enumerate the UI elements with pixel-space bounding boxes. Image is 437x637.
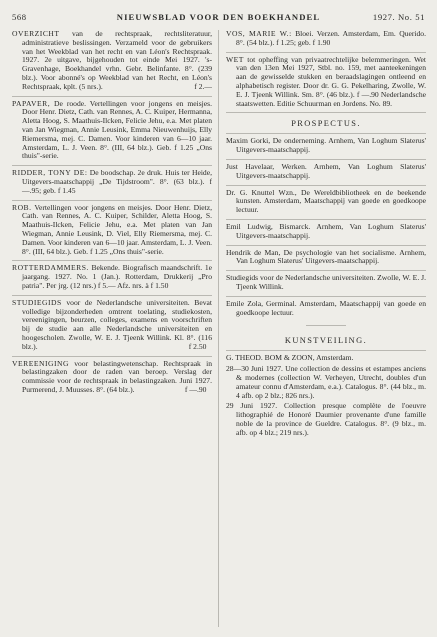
entry-heading: ROB. — [12, 202, 32, 212]
entry-text: voor de Nederlandsche universiteiten. Bevat volledige bijzonderheden omtrent toelating, studiekosten, vereenigingen, beurzen, colleges, examens en voorschriften bij de studie aan alle Nederlandsche universiteiten en hoogescholen. Zwolle, W. E. J. Tjeenk Willink. Kl. 8°. (116 blz.). — [22, 297, 212, 351]
entry-rule — [226, 52, 426, 53]
entry-rule — [12, 165, 212, 166]
list-item: Emile Zola, Germinal. Amsterdam, Maatschappij van goede en goedkoope lectuur. — [226, 298, 426, 317]
entry-rule — [12, 96, 212, 97]
catalog-entry — [12, 169, 212, 197]
entry-rule — [12, 356, 212, 357]
left-column — [12, 30, 212, 630]
entry-price: f 2.50 — [188, 341, 207, 351]
entry-text: voor belastingwetenschap. Rechtspraak in belastingzaken door de raden van beroep. Verslag der commissie voor de rechtspraak in belastingzaken. Juni 1927. Purmerend, J. Muusses. 8°. (64 blz.). — [22, 358, 212, 394]
auction-heading: KUNSTVEILING. — [284, 336, 368, 346]
short-rule — [306, 325, 346, 326]
prospectus-heading: PROSPECTUS. — [291, 119, 361, 129]
entry-price: f —.90 — [184, 384, 207, 394]
list-item: Hendrik de Man, De psychologie van het socialisme. Arnhem, Van Loghum Slaterus' Uitgevers-maatschappij. — [226, 247, 426, 266]
catalog-entry — [226, 30, 426, 50]
entry-rule — [226, 270, 426, 271]
entry-text: Vertellingen voor jongens en meisjes. Door Henr. Dietz, Cath. van Rennes, A. C. Kuiper, Schilder, Aletta Hoog, S. Maathuis-Ilcken, Felicie Jehu, e.a. Met platen van Jan Wiegman, Annie Leusink, D. Viel, Elly Riemersma, mej. C. Damen. Voor kinderen van 6—10 jaar. Amsterdam, L. J. Veen. 8°. (III, 64 blz.). Geb. f 1.25 „Ons thuis"-serie. — [22, 202, 212, 256]
catalog-entry — [12, 360, 212, 397]
page-number: 568 — [12, 12, 27, 22]
entry-text: van de rechtspraak, rechtsliteratuur, administratieve beslissingen. Verzameld voor de gebruikers van het Weekblad van het recht en van Léon's Rechtspraak. 1927. 2e uitgave, bijgehouden tot einde Mei 1927. 's-Gravenhage, Boekhandel vrhn. Gebr. Belinfante. 8°. (239 blz.). Voor abonné's op Weekblad van het Recht, en Léon's Rechtspraak, kplt. (5 nrs.). — [22, 30, 212, 91]
entry-rule — [226, 219, 426, 220]
entry-heading: VOS, MARIE W.: — [226, 30, 292, 38]
list-item: 29 Juni 1927. Collection presque complète de l'oeuvre lithographié de Honoré Daumier provenante d'une famille noble de la province de Gueldre. Catalogus. 8°. (9 blz., m. afb. op 4 blz.; 219 nrs.). — [226, 401, 426, 437]
publication-title: NIEUWSBLAD VOOR DEN BOEKHANDEL — [116, 12, 321, 22]
entry-heading: STUDIEGIDS — [12, 297, 62, 307]
entry-heading: PAPAVER, — [12, 98, 51, 108]
entry-price: f 2.— — [194, 81, 212, 91]
entry-text: tot opheffing van privaatrechtelijke belemmeringen. Wet van den 13en Mei 1927, Stbl. no. 159, met aanteekeningen aan de gewisselde stukken en beraadslagingen ontleend en alphabetisch register. Door dr. G. G. Pekelharing, Zwolle, W. E. J. Tjeenk Willink. Sm. 8°. (46 blz.). f —.90 Nederlandsche staatswetten. Editie Schuurman en Jordens. No. 89. — [236, 54, 426, 108]
entry-rule — [226, 245, 426, 246]
entry-text: Bloei. Verzen. Amsterdam, Em. Querido. 8°. (54 blz.). f 1.25; geb. f 1.90 — [236, 30, 426, 47]
entry-heading: RIDDER, TONY DE: — [12, 168, 88, 178]
issue-number: 1927. No. 51 — [372, 12, 425, 22]
entry-rule — [226, 185, 426, 186]
catalog-entry — [226, 56, 426, 111]
entry-rule — [12, 200, 212, 201]
entry-heading: ROTTERDAMMERS. — [12, 263, 89, 273]
list-item: Maxim Gorki, De onderneming. Arnhem, Van Loghum Slaterus' Uitgevers-maatschappij. — [226, 136, 426, 155]
entry-heading: VEREENIGING — [12, 358, 69, 368]
list-item: Just Havelaar, Werken. Arnhem, Van Loghum Slaterus' Uitgevers-maatschappij. — [226, 161, 426, 180]
list-item: Dr. G. Knuttel Wzn., De Wereldbibliotheek en de beekende kunsten. Amsterdam, Maatschappij van goede en goedkoope lectuur. — [226, 187, 426, 215]
column-divider — [218, 30, 219, 627]
list-item: Emil Ludwig, Bismarck. Arnhem, Van Loghum Slaterus' Uitgevers-maatschappij. — [226, 221, 426, 240]
entry-text: Bekende. Biografisch maandschrift. 1e jaargang. 1927. No. 1 (Jan.). Rotterdam, Drukkerij „Pro patria". Per jrg. (12 nrs.) f 5.— Afz. nrs. à f 1.50 — [22, 263, 212, 290]
section-rule — [226, 133, 426, 134]
entry-rule — [12, 260, 212, 261]
list-item: Studiegids voor de Nederlandsche universiteiten. Zwolle, W. E. J. Tjeenk Willink. — [226, 273, 426, 291]
auction-house: G. THEOD. BOM & ZOON, Amsterdam. — [226, 353, 354, 363]
catalog-entry — [12, 264, 212, 292]
catalog-entry — [12, 30, 212, 94]
catalog-entry — [12, 299, 212, 354]
entry-rule — [226, 159, 426, 160]
entry-text: De boodschap. 2e druk. Huis ter Heide, Uitgevers-maatschappij „De Tijdstroom". 8°. (63 blz.). f —.95; geb. f 1.45 — [22, 168, 212, 195]
entry-heading: WET — [226, 54, 244, 64]
catalog-entry — [12, 100, 212, 164]
entry-rule — [12, 295, 212, 296]
right-column — [226, 30, 426, 630]
entry-rule — [226, 296, 426, 297]
catalog-entry — [12, 204, 212, 259]
list-item: 28—30 Juni 1927. Une collection de dessins et estampes anciens & modernes (collection W. Verheyen, Utrecht, doubles d'un amateur connu d'Amsterdam, e.a.). Catalogus. 8°. (44 blz., m. 4 afb. op 2 blz.; 826 nrs.). — [226, 364, 426, 400]
section-rule — [226, 350, 426, 351]
page-header — [12, 10, 425, 26]
entry-text: De roode. Vertellingen voor jongens en meisjes. Door Henr. Dietz, Cath. van Rennes, A. C. Kuiper, Hermanna, Aletta Hoog, S. Maathuis-Ilcken, Felicie Jehu, e.a. Met platen van Jan Wiegman, Annie Leusink, Emma Nieuwenhuijs, Elly Riemersma, mej. C. Damen. Voor kinderen van 6—10 jaar. Amsterdam, L. J. Veen. 8°. (III, 64 blz.). Geb. f 1.25 „Ons thuis"-serie. — [22, 98, 212, 161]
section-rule — [226, 112, 426, 113]
entry-heading: OVERZICHT — [12, 30, 60, 38]
